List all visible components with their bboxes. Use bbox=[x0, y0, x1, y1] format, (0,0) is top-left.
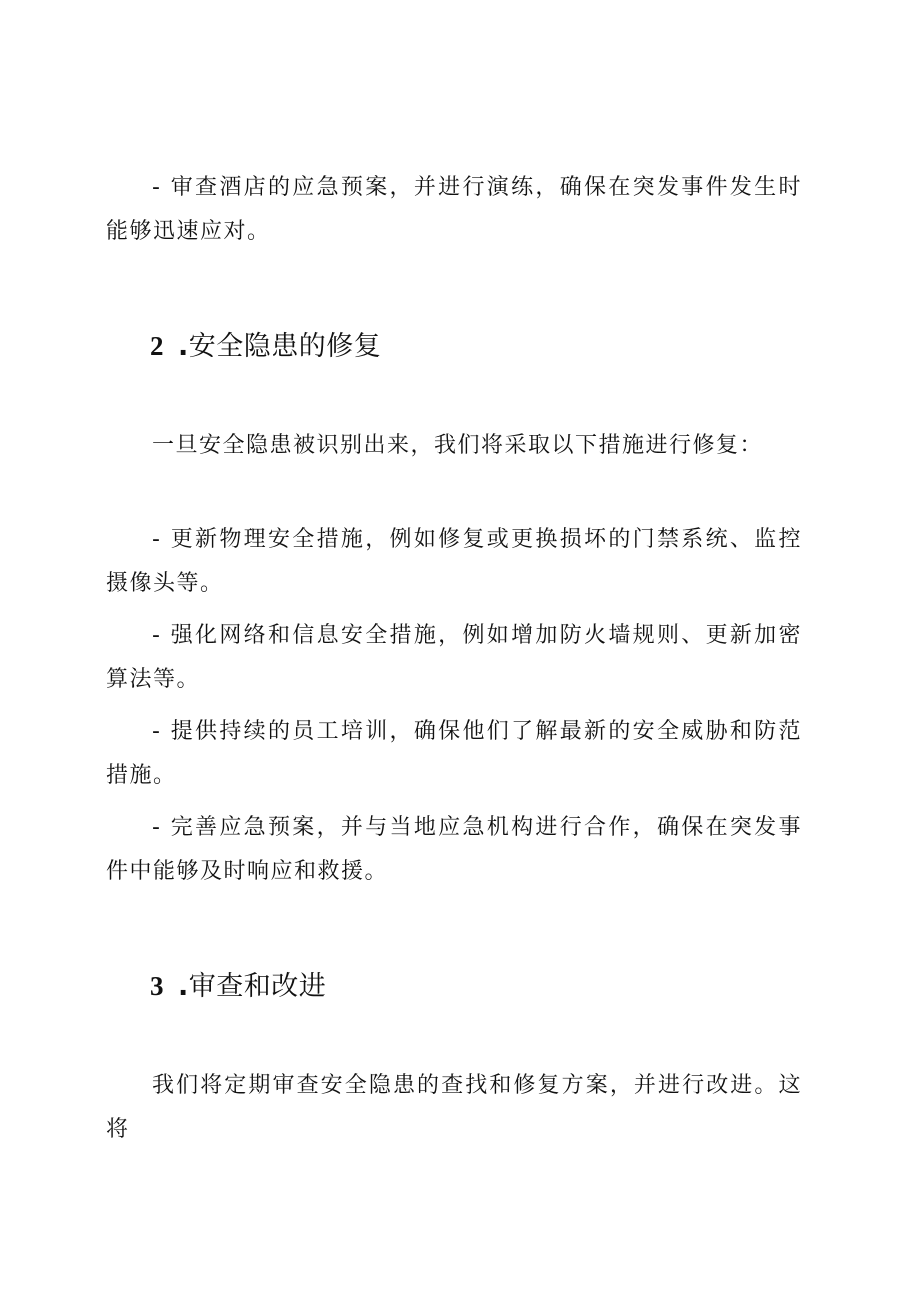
paragraph-emergency-drill: - 审查酒店的应急预案，并进行演练，确保在突发事件发生时能够迅速应对。 bbox=[106, 175, 802, 244]
section-dot: . bbox=[178, 971, 189, 1002]
section-number: 3 bbox=[150, 971, 164, 1001]
section-heading-review bbox=[150, 966, 326, 1007]
section-dot: . bbox=[178, 331, 189, 362]
section-number: 2 bbox=[150, 331, 164, 361]
paragraph-emergency-cooperation: - 完善应急预案，并与当地应急机构进行合作，确保在突发事件中能够及时响应和救援。 bbox=[106, 815, 802, 884]
section-heading-remediation bbox=[150, 326, 381, 367]
paragraph-physical-security: - 更新物理安全措施，例如修复或更换损坏的门禁系统、监控摄像头等。 bbox=[106, 527, 802, 596]
paragraph-staff-training: - 提供持续的员工培训，确保他们了解最新的安全威胁和防范措施。 bbox=[106, 719, 802, 788]
paragraph-network-security: - 强化网络和信息安全措施，例如增加防火墙规则、更新加密算法等。 bbox=[106, 623, 802, 692]
paragraph-review-intro: 我们将定期审查安全隐患的查找和修复方案，并进行改进。这将 bbox=[106, 1073, 802, 1142]
paragraph-remediation-intro: 一旦安全隐患被识别出来，我们将采取以下措施进行修复： bbox=[152, 433, 764, 458]
section-title: 审查和改进 bbox=[188, 971, 327, 1002]
section-title: 安全隐患的修复 bbox=[188, 331, 382, 362]
